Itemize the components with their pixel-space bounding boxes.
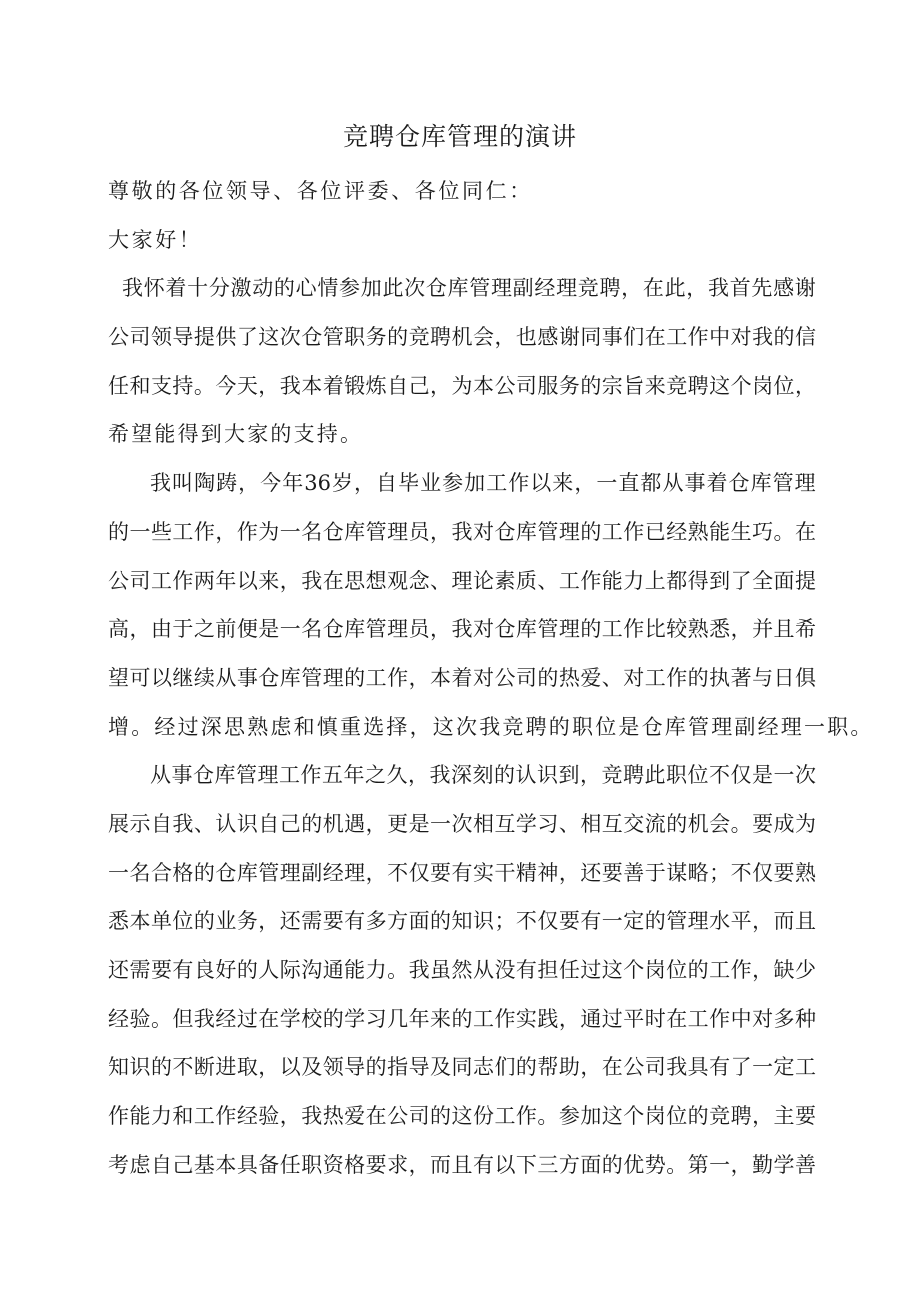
paragraph-line: 公 司 领 导 提 供 了 这 次 仓 管 职 务 的 竞 聘 机 会 ， 也 感 谢 同 事 们 在 工 作 中 对 我 的 信 (108, 325, 816, 350)
document-title: 竞聘仓库管理的演讲 (342, 122, 577, 151)
salutation: 尊敬的各位领导、各位评委、各位同仁： (108, 179, 533, 203)
paragraph-line: 我 叫 陶 踌 ， 今 年 36 岁 ， 自 毕 业 参 加 工 作 以 来 ， 一 直 都 从 事 着 仓 库 管 理 (150, 471, 816, 496)
paragraph-line: 经 验 。 但 我 经 过 在 学 校 的 学 习 几 年 来 的 工 作 实 践 ， 通 过 平 时 在 工 作 中 对 多 种 (108, 1006, 816, 1031)
paragraph-line: 希望能得到大家的支持。 (108, 422, 364, 447)
paragraph-line: 望 可 以 继 续 从 事 仓 库 管 理 的 工 作 ， 本 着 对 公 司 的 热 爱 、 对 工 作 的 执 著 与 日 俱 (108, 665, 816, 690)
paragraph-line: 高 ， 由 于 之 前 便 是 一 名 仓 库 管 理 员 ， 我 对 仓 库 管 理 的 工 作 比 较 熟 悉 ， 并 且 希 (108, 617, 816, 642)
paragraph-2 (108, 459, 874, 751)
paragraph-line: 知 识 的 不 断 进 取 ， 以 及 领 导 的 指 导 及 同 志 们 的 帮 助 ， 在 公 司 我 具 有 了 一 定 工 (108, 1055, 816, 1080)
paragraph-line: 从 事 仓 库 管 理 工 作 五 年 之 久 ， 我 深 刻 的 认 识 到 ， 竞 聘 此 职 位 不 仅 是 一 次 (150, 763, 816, 788)
paragraph-line: 一 名 合 格 的 仓 库 管 理 副 经 理 ， 不 仅 要 有 实 干 精 神 ， 还 要 善 于 谋 略 ； 不 仅 要 熟 (108, 860, 816, 885)
paragraph-line: 考 虑 自 己 基 本 具 备 任 职 资 格 要 求 ， 而 且 有 以 下 三 方 面 的 优 势 。 第 一 ， 勤 学 善 (108, 1152, 816, 1177)
paragraph-line: 作 能 力 和 工 作 经 验 ， 我 热 爱 在 公 司 的 这 份 工 作 。 参 加 这 个 岗 位 的 竞 聘 ， 主 要 (108, 1104, 816, 1129)
document-body (108, 167, 874, 1189)
paragraph-line: 我 怀 着 十 分 激 动 的 心 情 参 加 此 次 仓 库 管 理 副 经 理 竞 聘 ， 在 此 ， 我 首 先 感 谢 (122, 276, 816, 301)
paragraph-line: 还 需 要 有 良 好 的 人 际 沟 通 能 力 。 我 虽 然 从 没 有 担 任 过 这 个 岗 位 的 工 作 ， 缺 少 (108, 958, 816, 982)
greeting: 大家好！ (108, 227, 203, 252)
paragraph-1 (108, 264, 816, 459)
paragraph-line: 公 司 工 作 两 年 以 来 ， 我 在 思 想 观 念 、 理 论 素 质 、 工 作 能 力 上 都 得 到 了 全 面 提 (108, 568, 816, 593)
paragraph-line: 增。经过深思熟虑和慎重选择，这次我竞聘的职位是仓库管理副经理一职。 (108, 714, 874, 739)
paragraph-line: 任 和 支 持 。 今 天 ， 我 本 着 锻 炼 自 己 ， 为 本 公 司 服 务 的 宗 旨 来 竞 聘 这 个 岗 位 ， (108, 373, 816, 398)
paragraph-line: 悉 本 单 位 的 业 务 ， 还 需 要 有 多 方 面 的 知 识 ； 不 仅 要 有 一 定 的 管 理 水 平 ， 而 且 (108, 909, 816, 934)
paragraph-3 (108, 751, 816, 1189)
paragraphs (108, 264, 874, 1189)
paragraph-line: 展 示 自 我 、 认 识 自 己 的 机 遇 ， 更 是 一 次 相 互 学 习 、 相 互 交 流 的 机 会 。 要 成 为 (108, 811, 816, 836)
paragraph-line: 的 一 些 工 作 ， 作 为 一 名 仓 库 管 理 员 ， 我 对 仓 库 管 理 的 工 作 已 经 熟 能 生 巧 。 在 (108, 519, 816, 544)
